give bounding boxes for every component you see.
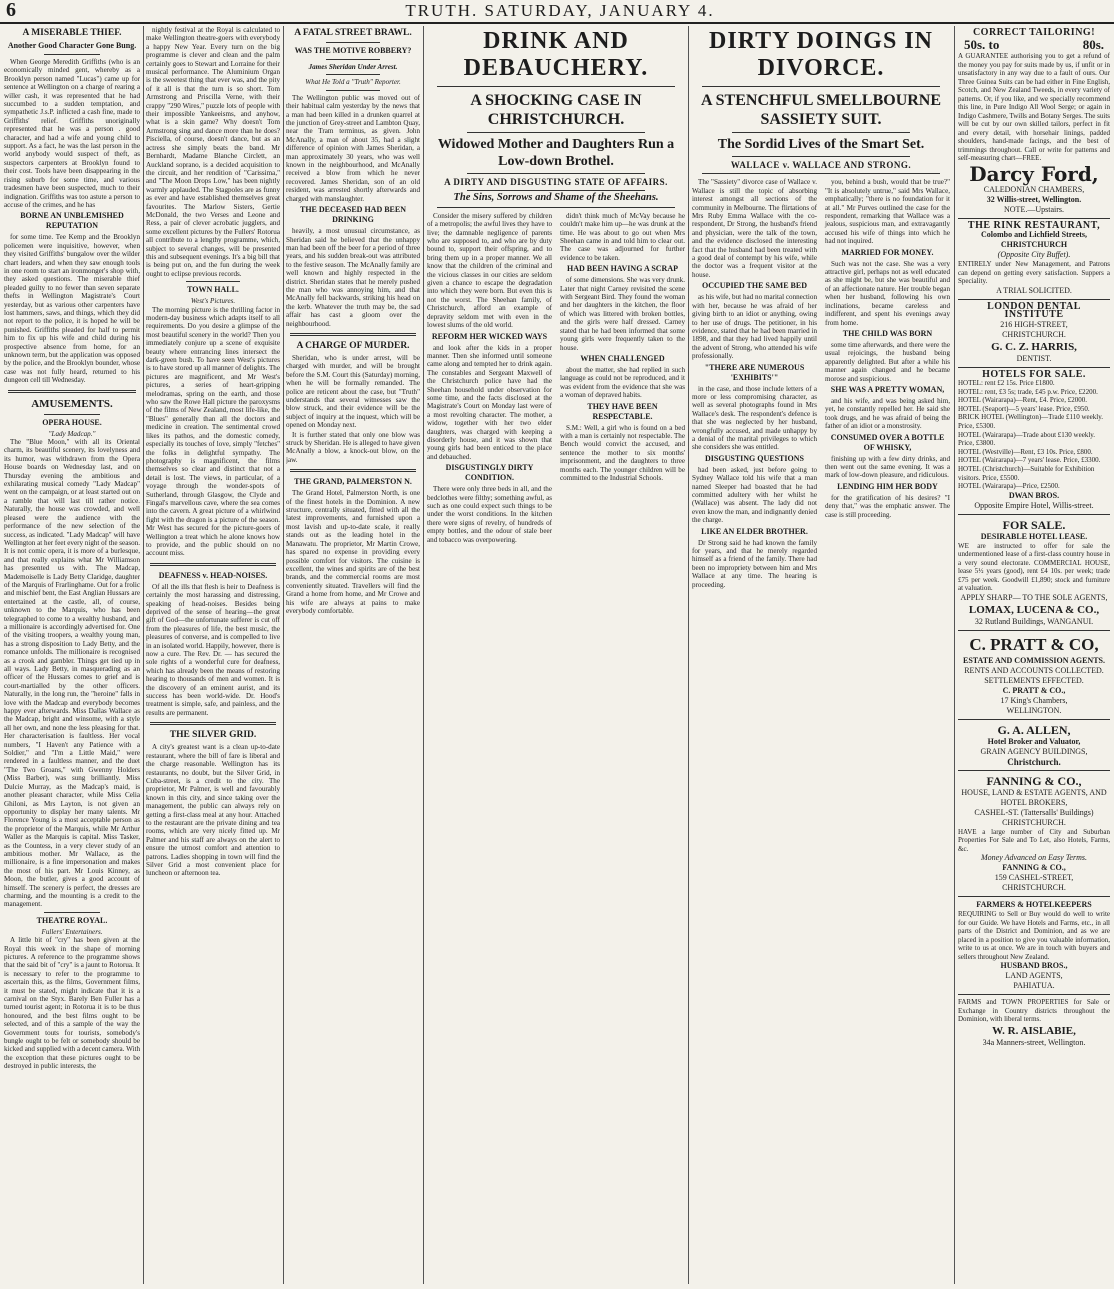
divorce-paragraph: as his wife, but had no marital connection with her, because he was afraid of her giving birth to an idiot or anything, owing to her use of drugs. The petitioner, in his evidence, stated that he had been married in 1898, and that they had lived happily until the advent of Strong, who attended his wife professionally. (692, 293, 817, 361)
thief-crosshead: BORNE AN UNBLEMISHED REPUTATION (20, 211, 124, 231)
hotels-agent-address: Opposite Empire Hotel, Willis-street. (974, 500, 1094, 510)
hotel-listing: HOTEL: rent £2 15s. Price £1800. (958, 379, 1055, 388)
pratt-headline: C. PRATT & CO, (969, 634, 1099, 654)
drink-crosshead: WHEN CHALLENGED (580, 353, 665, 363)
rink-text: ENTIRELY under New Management, and Patrons can depend on getting every satisfaction. Suppers a Speciality. (958, 260, 1110, 286)
dentist-name: G. C. Z. HARRIS, (991, 340, 1077, 353)
dentist-title: DENTIST. (1016, 353, 1052, 363)
masthead (0, 0, 1114, 24)
theatre-subhead: Fullers' Entertainers. (41, 927, 103, 936)
hotels-for-sale-ad (958, 368, 1110, 515)
fanning-address-2: CHRISTCHURCH. (1002, 883, 1066, 893)
drink-article (427, 26, 685, 1284)
town-hall-headline: TOWN HALL. (187, 285, 239, 295)
for-sale-apply: APPLY SHARP— TO THE SOLE AGENTS, (960, 592, 1108, 602)
palmerston-headline: THE GRAND, PALMERSTON N. (294, 477, 412, 487)
dental-city: CHRISTCHURCH. (1002, 329, 1066, 339)
farms-text: FARMS and TOWN PROPERTIES for Sale or Exchange in Country districts throughout the Dominion, with liberal terms. (958, 998, 1110, 1024)
for-sale-agent: LOMAX, LUCENA & CO., (968, 603, 1100, 616)
dental-headline: LONDON DENTAL INSTITUTE (987, 300, 1081, 321)
divorce-paragraph: some time afterwards, and there were the usual rejoicings, the husband being apparently delighted. But after a while his manner again changed and he became morose and suspicious. (825, 340, 950, 383)
allen-headline: G. A. ALLEN, (997, 722, 1071, 737)
rink-footer: A TRIAL SOLICITED. (996, 285, 1072, 295)
divorce-right-column (825, 178, 950, 590)
column-2 (146, 26, 280, 1284)
theatre-continued: nightly festival at the Royal is calculated to make Wellington theatre-goers with everybody a happy New Year. Every turn on the big programme is clever and clean and the palm certainly goes to Stewart and Lorraine for their musical performance. The Aluminium Organ is the sweetest thing that ever was, and the pity of it all is that the turn is so short. Tom Armstrong and Priscilla Verne, with their crappy "290 Wires," puzzle lots of people with their impossible Yankeeisms, and anyhow, what is a skin game? Why doesn't Tom Armstrong sing and dance more than he does? Pisciella, of course, doesn't dance, but as an actress she simply beats the band. Mr Bernhardt, Madame Blanche Circlett, an Auckland soprano, is a decided acquisition to the circuit, and her rendition of "Carissima," and "The Moon Drops Low," has been nightly warmly applauded. The Stagpoles are as funny as ever and have established themselves great favourites. The Marlow Sisters, Gertie McDonald, the two Verses and Leone and Ress, a pair of clever acrobatic jugglers, and some excellent pictures by the Fullers' Rotorua all contribute to a lengthy programme, which, subject to several changes, will be presented this and subsequent evenings. It's a big bill that is being put on, and the fun during the week ought to eclipse previous records. (146, 26, 280, 278)
palmerston-paragraph: The Grand Hotel, Palmerston North, is one of the finest hotels in the Dominion. A new structure, centrally situated, fitted with all the latest improvements, and furnished upon a most lavish and up-to-date scale, it really stands out as the leading hotel in the Manawatu. The proprietor, Mr Martin Crowe, has spared no expense in providing every possible comfort for visitors. The cuisine is excellent, the wines and spirits are of the best brands, and the commercial rooms are most conveniently situated. Travellers will find the Grand a home from home, and Mr Crowe and his wife are always at pains to make everybody comfortable. (286, 489, 420, 615)
tailoring-text: A GUARANTEE authorising you to get a refund of the money you pay for suits made by us, if unfit or in unsatisfactory in any way due to a fault of ours. Our Three Guinea Suits can be had either in Fine English, Scotch, and New Zealand Tweeds, in every variety of patterns. Or, if you like, and we specially recommend this line, in Pure Indigo All Wool Serge; or again in Indigo Cashmere, Twills and Botany Serges. The suits will be cut by our own skilled tailors, perfect in fit and every detail, with horsehair linings, padded shoulders, hand-made facings, and the best of trimmings throughout. Call or write for patterns and self-measuring chart—FREE. (958, 52, 1110, 163)
farmers-text: REQUIRING to Sell or Buy would do well to write for our Guide. We have Hotels and Farms, etc., in all parts of the District and Dominion, and as we are placed in a position to give you valuable information, write to us at once. We are in touch with buyers and sellers throughout New Zealand. (958, 910, 1110, 961)
page-number: 6 (6, 0, 16, 21)
murder-headline: A CHARGE OF MURDER. (296, 340, 410, 351)
divorce-subhead-2: The Sordid Lives of the Smart Set. (717, 137, 925, 152)
divorce-crosshead: CONSUMED OVER A BOTTLE OF WHISKY, (830, 432, 945, 452)
darcy-ford-address-1: CALEDONIAN CHAMBERS, (983, 184, 1085, 194)
for-sale-text: WE are instructed to offer for sale the undermentioned lease of a first-class country house in a very sound electorate. COMMERCIAL HOUSE, lease 5½ years (good), rent £4 10s. per week; trade £75 per week. Goodwill £1,890; stock and furniture at valuation. (958, 541, 1110, 593)
allen-title: Hotel Broker and Valuator, (987, 736, 1081, 746)
divorce-article (692, 26, 950, 1284)
masthead-title: TRUTH. SATURDAY, JANUARY 4. (405, 1, 715, 20)
tailoring-price-to: 80s. (1082, 37, 1104, 53)
drink-subhead-2: Widowed Mother and Daughters Run a Low-down Brothel. (437, 137, 675, 169)
farmers-headline: FARMERS & HOTELKEEPERS (976, 900, 1092, 910)
divorce-crosshead: DISGUSTING QUESTIONS (705, 453, 804, 463)
divorce-crosshead: THE CHILD WAS BORN (842, 328, 933, 338)
divorce-crosshead: OCCUPIED THE SAME BED (702, 281, 807, 291)
drink-right-column (560, 212, 685, 545)
drink-subhead-1: A SHOCKING CASE IN CHRISTCHURCH. (470, 92, 642, 128)
murder-paragraph: It is further stated that only one blow was struck by Sheridan. He is alleged to have given McAnally a blow, a knock-out blow, on the jaw. (286, 430, 420, 464)
drink-paragraph: of some dimensions. She was very drunk. Later that night Carney revisited the scene with Sergeant Bird. They found the woman and her daughters in the kitchen, the floor of which was littered with broken bottles, and the girls were half dressed. Carney stated that he had been informed that some young girls were frequently taken to the house. (560, 276, 685, 352)
darcy-ford-name: Darcy Ford, (969, 161, 1099, 186)
divorce-crosshead: SHE WAS A PRETTY WOMAN, (830, 384, 945, 394)
pratt-name: C. PRATT & CO., (1002, 685, 1066, 695)
divorce-paragraph: for the gratification of his desires? "I deny that," was the emphatic answer. The case is still proceeding. (825, 493, 950, 519)
silver-grid-headline: THE SILVER GRID. (169, 730, 257, 741)
divorce-paragraph: in the case, and those include letters of a more or less compromising character, as well as several photographs found in Mrs Wallace's desk. The respondent's defence is that she was neglected by her husband, wrongfully accused, and made unhappy by a denial of the marital privileges to which she considers she was entitled. (692, 384, 817, 452)
husband-bros-line-1: LAND AGENTS, (1005, 971, 1063, 981)
pratt-ad (958, 631, 1110, 720)
drink-crosshead: DISGUSTINGLY DIRTY CONDITION. (445, 463, 534, 483)
darcy-ford-note: NOTE.—Upstairs. (1004, 204, 1064, 214)
allen-ad (958, 720, 1110, 771)
opera-headline: OPERA HOUSE. (42, 417, 102, 427)
husband-bros-name: HUSBAND BROS., (1000, 961, 1068, 971)
divorce-headline: DIRTY DOINGS IN DIVORCE. (709, 28, 933, 81)
thief-headline: A MISERABLE THIEF. (22, 28, 122, 38)
deafness-headline: DEAFNESS v. HEAD-NOISES. (158, 570, 268, 580)
darcy-ford-address-2: 32 Willis-street, Wellington. (986, 194, 1082, 204)
drink-paragraph: There were only three beds in all, and the bedclothes were filthy; something awful, as such as one could expect such things to be under the worst conditions. In the kitchen there were signs of revelry, of hundreds of empty bottles, and the odour of stale beer and tobacco was overpowering. (427, 485, 552, 544)
drink-crosshead: HAD BEEN HAVING A SCRAP (567, 264, 678, 274)
fanning-name: FANNING & CO., (1002, 863, 1066, 873)
hotel-listing: HOTEL: rent, £3 5s; trade, £45 p.w. Price, £2200. (958, 387, 1098, 396)
rink-note: (Opposite City Buffet). (997, 250, 1071, 260)
divorce-subhead-3: WALLACE v. WALLACE AND STRONG. (730, 160, 912, 170)
divorce-crosshead: "THERE ARE NUMEROUS 'EXHIBITS'" (704, 362, 805, 382)
brawl-subhead: WAS THE MOTIVE ROBBERY? (294, 46, 412, 55)
hotels-headline: HOTELS FOR SALE. (982, 368, 1086, 380)
for-sale-headline: FOR SALE. (1002, 517, 1066, 532)
hotel-listing: HOTEL (Wairarapa)—Trade about £130 weekly. Price, £3800. (958, 430, 1096, 448)
fanning-money: Money Advanced on Easy Terms. (981, 853, 1087, 863)
hotel-listing: HOTEL (Seaport)—5 years' lease. Price, £950. (958, 404, 1090, 413)
farmers-ad (958, 897, 1110, 995)
for-sale-ad (958, 515, 1110, 631)
pratt-subhead: ESTATE AND COMMISSION AGENTS. (963, 655, 1105, 665)
drink-headline: DRINK AND DEBAUCHERY. (463, 28, 649, 81)
town-hall-paragraph: The morning picture is the thrilling factor in modern-day business which adapts itself to all requirements. Do you desire a glimpse of the most beautiful scenery in the world? Then you immediately conjure up a scene of exquisite beauty where entrancing lines intersect the dark-green bush. To have seen West's pictures is to have stored up all manner of delights. The pictures are magnificent, and Mr West's pictures, a series of heart-gripping melodramas, spring on the earth, and those who saw the Rowe Hall picture the paroxysms of the films of New Zealand, most life-like, the "Blues" generally than all the doctors and medicine in creation. The sentimental crowd likes its pathos, and the domestic comedy, especially its touches of love, simply "fetches" the folks in delightful sympathy. The photography is magnificent, the films themselves so clear and distinct that not a detail is lost. The views, in particular, of a voyage through the wonder-spots of Sutherland, through Glasgow, the Clyde and Fingal's marvellous cave, where the sea comes into the cavern. A great picture of a whirlwind fight with the dragon is a picture of the season. Mr West has secured for the picture-goers of Wellington a treat which he alone knows how to provide, and the public should on no account miss. (146, 305, 280, 558)
drink-paragraph: Consider the misery suffered by children of a metropolis; the awful lives they have to live; the damnable negligence of parents who are supposed to, and who are by duty bound to, support their offspring, and to bring them up in a proper manner. We all know that the children of the criminal and the vicious classes in our cities are seldom given a chance to escape the degradation into which they were born. But even this is not the worst. The Sheehan family, of Christchurch, afford an example of depravity seldom met with even in the lowest slums of the old world. (427, 211, 552, 330)
drink-paragraph: S.M.: Well, a girl who is found on a bed with a man is certainly not respectable. The Bench would convict the accused, and sentence the mother to six months' imprisonment, and the daughters to three months each. The younger children will be committed to the Industrial Schools. (560, 423, 685, 482)
farms-ad (958, 995, 1110, 1051)
fanning-line-2: CASHEL-ST. (Tattersalls' Buildings) CHRISTCHURCH. (974, 807, 1094, 827)
drink-left-column (427, 212, 552, 545)
brawl-headline: A FATAL STREET BRAWL. (294, 28, 412, 38)
tailoring-headline: CORRECT TAILORING! (972, 27, 1096, 38)
for-sale-subhead: DESIRABLE HOTEL LEASE. (980, 531, 1088, 541)
thief-paragraph: for some time. Tee Kemp and the Brooklyn policemen were inquisitive, however, when they visited Griffiths' bungalow over the wilder chart leaders, and when they saw enough tools in one room to start an ironmonger's shop with, they asked questions. The miserable thief pleaded guilty to no fewer than seven separate thefts in Wellington Magistrate's Court yesterday, but as various other carpenters have lost hammers, saws, and things, which they did not report to the police, it is hoped he will be punished. Griffiths pleaded for half to permit him to fix up his wife and child during his prospective absence from home, for an unknown term, but the application was opposed by the police, and the Brooklyn bounder, whose case was not fully heard, returned to his dungeon cell till Wednesday. (4, 233, 140, 385)
divorce-crosshead: MARRIED FOR MONEY. (841, 247, 934, 257)
drink-subhead-4: The Sins, Sorrows and Shame of the Sheehans. (453, 192, 659, 204)
brawl-crosshead: THE DECEASED HAD BEEN DRINKING (299, 205, 407, 225)
brawl-subhead-3: What He Told a "Truth" Reporter. (305, 78, 401, 87)
aislabie-name: W. R. AISLABIE, (992, 1024, 1076, 1037)
divorce-paragraph: finishing up with a few dirty drinks, and then went out the same evening. It was a mark of low-down pleasure, and ridiculous. (825, 454, 950, 480)
divorce-paragraph: you, behind a bush, would that be true?" "It is absolutely untrue," said Mrs Wallace, emphatically; "there is no foundation for it at all." Mr Purves outlined the case for the respondent, remarking that Wallace was a jealous, suspicious man, and extravagantly accused his wife of things into which he had not inquired. (825, 178, 950, 246)
advertisements-column (958, 26, 1110, 1284)
tailoring-ad (958, 26, 1110, 219)
drink-crosshead: REFORM HER WICKED WAYS (431, 331, 548, 341)
rink-city: CHRISTCHURCH (1000, 240, 1068, 250)
hotels-agent: DWAN BROS. (1008, 490, 1060, 500)
fanning-headline: FANNING & CO., (986, 773, 1082, 788)
for-sale-address: 32 Rutland Buildings, WANGANUI. (974, 616, 1094, 626)
hotel-listing: HOTEL (Westville)—Rent, £3 10s. Price, £800. (958, 447, 1093, 456)
rink-address: Colombo and Lichfield Streets, (980, 230, 1088, 240)
drink-subhead-3: A DIRTY AND DISGUSTING STATE OF AFFAIRS. (444, 177, 668, 187)
divorce-crosshead: LIKE AN ELDER BROTHER. (701, 526, 808, 536)
aislabie-address: 34a Manners-street, Wellington. (982, 1037, 1086, 1047)
hotel-listing: HOTEL (Wairarapa)—7 years' lease. Price, £3300. (958, 456, 1101, 465)
hotel-listing: HOTEL (Christchurch)—Suitable for Exhibition visitors. Price, £5500. (958, 464, 1095, 482)
pratt-text: RENTS AND ACCOUNTS COLLECTED. SETTLEMENTS EFFECTED. (964, 665, 1104, 685)
thief-subhead: Another Good Character Gone Bung. (7, 41, 137, 50)
fanning-address-1: 159 CASHEL-STREET, (994, 873, 1074, 883)
brawl-subhead-2: James Sheridan Under Arrest. (308, 63, 398, 71)
amusements-headline: AMUSEMENTS. (31, 397, 113, 410)
brawl-paragraph: heavily, a most unusual circumstance, as Sheridan said he believed that the unhappy man had been off the beer for a period of three years, and his sudden break-out was attributed to the festive season. The McAnally family are well known and highly respected in the district. Sheridan states that he merely pushed the man who was annoying him, and that McAnally fell backwards, striking his head on the kerb. Whatever the truth may be, the sad affair has cast a gloom over the neighbourhood. (286, 227, 420, 328)
divorce-paragraph: Such was not the case. She was a very attractive girl, perhaps not as well educated as she might be, but she was beautiful and of an affectionate nature. Her trouble began when her husband, following his own inclinations, became careless and indifferent, and spent his evenings away from home. (825, 259, 950, 327)
fanning-ad (958, 771, 1110, 898)
drink-paragraph: about the matter, she had replied in such language as could not be reproduced, and it was evident from the evidence that she was a woman of depraved habits. (560, 365, 685, 400)
allen-address: GRAIN AGENCY BUILDINGS, (980, 746, 1088, 756)
drink-paragraph: and look after the kids in a proper manner. Then she informed until someone came along and tempted her to drink again. The constables and Sergeant Maxwell of the Christchurch police have had the Sheehan household under observation for some time, and the facts disclosed at the Magistrate's Court on Monday last were of a most revolting character. The mother, a widow, together with her two elder daughters, was charged with keeping a disorderly house, and it was shown that young girls had been enticed to the place and debauched. (427, 343, 552, 461)
theatre-headline: THEATRE ROYAL. (36, 915, 108, 925)
silver-grid-paragraph: A city's greatest want is a clean up-to-date restaurant, where the bill of fare is liberal and the charge reasonable. Wellington has its restaurants, no doubt, but the Silver Grid, in Cuba-street, is a credit to the city. The proprietor, Mr Palmer, is well and favourably known in this city, and since taking over the management, the public can always rely on getting a first-class meal at any hour. Attached to the restaurant are the private dining and tea rooms, which are very nicely fitted up. Mr Palmer and his staff are always on the alert to ensure the utmost comfort and attention to patrons. Ladies shopping in town will find the Silver Grid a most convenient place for luncheon or afternoon tea. (146, 743, 280, 878)
hotel-listing: BRICK HOTEL (Wellington)—Trade £110 weekly. Price, £5300. (958, 413, 1103, 430)
divorce-subhead-1: A STENCHFUL SMELLBOURNE SASSIETY SUIT. (700, 92, 942, 128)
thief-paragraph: When George Meredith Griffiths (who is an economically minded gent, whereby as a Brooklyn person named "Lucas") came up for sentence at Wellington on a charge of rearing a willer cash, it was represented that he had succumbed to a sudden temptation, and sympathetic J.s.P. inflicted a cash fine, made to Griffiths' relief. Griffiths unoriginally represented that he was a person . good character, and had a wife and young child to support. As a fact, he was the last person in the world anybody would suspect of theft, as suspectors carpenters at Brooklyn found to their cost. Tools have been disappearing in the rising suburb for some time, and various tradesmen have been suspected, much to their indignation. Griffiths was too astute a person to accuse of the crimes, and he has (4, 58, 140, 209)
pratt-address-1: 17 King's Chambers, (1000, 695, 1068, 705)
allen-city: Christchurch. (1007, 756, 1061, 767)
divorce-paragraph: Dr Strong said he had known the family for years, and that he merely regarded himself as a friend of the family. There had been no impropriety between him and Mrs Wallace at any time. The hearing is proceeding. (692, 538, 817, 589)
rink-restaurant-ad (958, 219, 1110, 300)
theatre-paragraph: A little bit of "cry" has been given at the Royal this week in the shape of morning pictures. A reference to the programme shows that the said bit of "cry" is a jaunt to Rotorua. It is necessary to refer to the programme to ascertain this, as the films, Government films, it must be stated, might indicate that it is a carnival on the Styx. Barely Ben Fuller has a turned tourist agent; in Rotorua it is to be thus honoured, and the best films ought to be selected, and of this a sample of the way the Government touts for tourists, somebody's bungle ought to be felt or somebody should be kicked and supplied with a decent camera. With the exception that these pictures ought to be destroyed in public interests, the (4, 936, 140, 1071)
murder-paragraph: Sheridan, who is under arrest, will be charged with murder, and will be brought before the S.M. Court this (Saturday) morning, when he will be formally remanded. The police are reticent about the case, but "Truth" understands that several witnesses saw the blow struck, and their evidence will be the subject of inquiry at the inquest, which will be opened on Monday next. (286, 353, 420, 430)
dental-address: 216 HIGH-STREET, (1000, 319, 1068, 329)
drink-paragraph: didn't think much of McVay because he couldn't make him up—he was drunk at the time. He was about to go out when Mrs Sheehan came in and told him to clear out. The case was adjourned for further evidence to be taken. (560, 211, 685, 262)
opera-paragraph: The "Blue Moon," with all its Oriental charm, its beautiful scenery, its lovelyness and its humor, was withdrawn from the Opera House boards on Wednesday last, and on Thursday evening the ambitious and exhilarating musical comedy "Lady Madcap" went on the campaign, or at least started out on a ramble that will last till rather notice. Naturally, the house was crowded, and well pleased were the audience with the performance of the new selection of the success, as indicated. "Lady Madcap" will have Wellington at her feet every night of the season. It is not comic opera, it is more of a burlesque, and that really explains what Mr Williamson has presented us with. The Madcap, Mademoiselle is Lady Betty Claridge, daughter of the Marquis of Frarlinghame. Out for a frolic and mischief bent, the East Anglian Hussars are entertained at the castle, all, of course, unknown to the Marquis, who has been telegraphed to come to a wealthy husband, and a millionaire is accordingly advertised for. One of the visiting troopers, a wealthy young man, has a strong disposition to Lady Betty, and the romance unfolds. The millionaire is recognised as a crook and gambler. Things get tied up in all ways. Lady Betty, in masquerading as an officer of the Hussars comes to grief and is court-martialled by the other officers. Naturally, in the long run, the "heroine" falls in love with the Madcap and everybody becomes happy ever afterwards. Miss Dallas Wallace as the Madcap, bright and winsome, with a style all her own, and none the less pleasing for that. Her characterisation is faultless. Her vocal numbers, "I Haven't any Patience with a Soldier," and "I'm a Little Maid," were rendered in a faultless manner, and the duet "The Two Groans," with Gwenny Holders (Miss Barber), was sung brilliantly. Miss Dulcie Murray, as the Madcap's maid, is another pleasant character, while Miss Celia Ghiloni, as Mrs Layton, is not given an opportunity to display her many talents. Mr Florence Young is a most acceptable person as the proprietor of the Marquis, while Mr Arthur Waller as the Marquis is capital. Miss Tasker, as the Countess, in a very clever study of an ambitious mother. Mr Wallace, as the millionaire, is a fine impersonation and makes the most of his part. Mr Louis Kinney, as Moon, the butler, gives a good account of himself. The scenery is perfect, the dresses are charming, and the mounting is a credit to the management. (4, 438, 140, 909)
divorce-paragraph: had been asked, just before going to Sydney Wallace told his wife that a man named Sleeper had boasted that he had committed adultery with her whilst he (Wallace) was absent. The lady did not even know the man, and indignantly denied the charge. (692, 465, 817, 525)
hotel-listing: HOTEL (Wairarapa)—Price, £2500. (958, 482, 1060, 491)
tailoring-price-from: 50s. to (964, 37, 1000, 53)
dental-ad (958, 300, 1110, 368)
husband-bros-line-2: PAHIATUA. (1013, 981, 1055, 991)
column-1 (4, 26, 140, 1284)
divorce-crosshead: LENDING HIM HER BODY (837, 481, 938, 491)
divorce-paragraph: The "Sassiety" divorce case of Wallace v. Wallace is still the topic of absorbing interest amongst all sections of the community in Melbourne. The flirtations of Mrs Ruby Emma Wallace with the co-respondent, Dr Strong, the husband's friend and physician, were the talk of the town, and the evidence disclosed the interesting fact that the husband had been treated with a good deal of contempt by his wife, while the doctor was a frequent visitor at the house. (692, 178, 817, 279)
hotel-listing: HOTEL (Wairarapa)—Rent, £4. Price, £2000. (958, 396, 1088, 405)
divorce-left-column (692, 178, 817, 590)
drink-crosshead: THEY HAVE BEEN RESPECTABLE. (587, 401, 658, 421)
rink-headline: THE RINK RESTAURANT, (967, 219, 1101, 231)
fanning-line-1: HOUSE, LAND & ESTATE AGENTS, AND HOTEL BROKERS, (961, 787, 1107, 807)
fanning-text: HAVE a large number of City and Suburban Properties For Sale and To Let, also Hotels, Farms, &c. (958, 827, 1110, 853)
deafness-paragraph: Of all the ills that flesh is heir to Deafness is certainly the most harassing and distressing, speaking of head-noises. Besides being deprived of the sense of hearing—the great gift of God—the unfortunate sufferer is cut off from the pleasures of life, the best music, the pleasures of converse, and is compelled to live in an isolated world. Happily, however, there is now a cure. The Rev. Dr. — has secured the sole rights of a wonderful cure for deafness, which has already been the means of restoring hearing to thousands of men and women. It is the discovery of an eminent aurist, and its success has been world-wide. Dr. Hood's treatment is simple, safe, and painless, and the results are permanent. (146, 582, 280, 717)
pratt-address-2: WELLINGTON. (1006, 705, 1062, 715)
brawl-paragraph: The Wellington public was moved out of their habitual calm yesterday by the news that a man had been killed in a drunken quarrel at the junction of Grey-street and Lambton Quay, near the Tram terminus, as given. John McAnally, a man of about 35, had a slight difference of opinion with James Sheridan, a man approximately 30 years, who was well known in the neighbourhood, and McAnally received a blow from which he never recovered. James Sheridan, son of an old resident, was arrested shortly afterwards and charged with manslaughter. (286, 93, 420, 203)
divorce-paragraph: and his wife, and was being asked him, yet, he constantly repelled her. He said she took drugs, and he was afraid of being the father of an idiot or a monstrosity. (825, 396, 950, 431)
column-3 (286, 26, 420, 1284)
town-hall-subhead: West's Pictures. (190, 297, 236, 306)
opera-subhead: "Lady Madcap." (48, 429, 96, 438)
